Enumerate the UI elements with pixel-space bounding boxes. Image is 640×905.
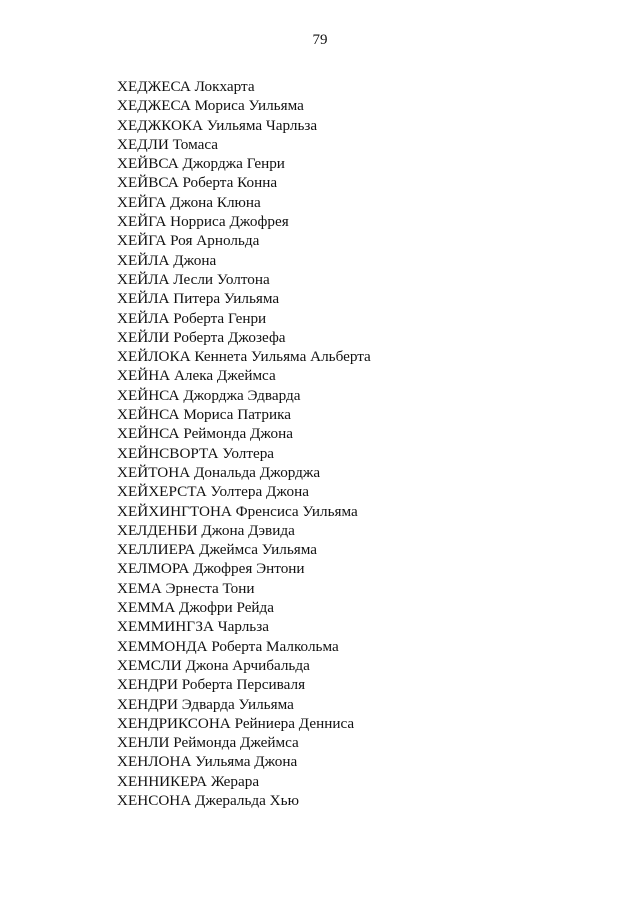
- list-item: ХЕЛЛИЕРА Джеймса Уильяма: [117, 541, 318, 559]
- list-item: ХЕЙНСА Джорджа Эдварда: [117, 386, 301, 404]
- list-item: ХЕММИНГЗА Чарльза: [117, 618, 269, 636]
- list-item: ХЕДЖЕСА Локхарта: [117, 78, 255, 95]
- list-item: ХЕЙНСА Реймонда Джона: [117, 425, 293, 443]
- list-item: ХЕНСОНА Джеральда Хью: [117, 791, 299, 809]
- list-item: ХЕДЖКОКА Уильяма Чарльза: [117, 116, 318, 134]
- list-item: ХЕЙВСА Роберта Конна: [117, 174, 278, 192]
- list-item: ХЕЙЛИ Роберта Джозефа: [117, 328, 286, 346]
- list-item: ХЕЙХИНГТОНА Френсиса Уильяма: [117, 502, 358, 520]
- list-item: ХЕМСЛИ Джона Арчибальда: [117, 656, 310, 674]
- list-item: ХЕМА Эрнеста Тони: [117, 579, 255, 597]
- list-item: ХЕЙНСВОРТА Уолтера: [117, 444, 275, 462]
- list-item: ХЕЙВСА Джорджа Генри: [117, 155, 285, 173]
- list-item: ХЕНДРИКСОНА Рейниера Денниса: [117, 714, 355, 732]
- list-item: ХЕЛМОРА Джофрея Энтони: [117, 560, 305, 578]
- list-item: ХЕНДРИ Эдварда Уильяма: [117, 695, 294, 713]
- list-item: ХЕДЛИ Томаса: [117, 135, 219, 153]
- list-item: ХЕЛДЕНБИ Джона Дэвида: [117, 521, 295, 539]
- list-item: ХЕЙГА Джона Клюна: [117, 193, 261, 211]
- list-item: ХЕНЛИ Реймонда Джеймса: [117, 734, 299, 752]
- list-item: ХЕЙЛА Джона: [117, 251, 217, 269]
- list-item: ХЕДЖЕСА Мориса Уильяма: [117, 97, 304, 115]
- list-item: ХЕЙТОНА Дональда Джорджа: [117, 463, 321, 481]
- list-item: ХЕЙНА Алека Джеймса: [117, 367, 276, 385]
- list-item: ХЕНДРИ Роберта Персиваля: [117, 676, 306, 694]
- list-item: ХЕЙЛА Роберта Генри: [117, 309, 267, 327]
- list-item: ХЕЙГА Норриса Джофрея: [117, 213, 289, 231]
- page-number: 79: [312, 32, 328, 48]
- list-item: ХЕННИКЕРА Жерара: [117, 772, 260, 790]
- list-item: ХЕЙЛОКА Кеннета Уильяма Альберта: [117, 348, 371, 366]
- list-item: ХЕММА Джофри Рейда: [117, 599, 275, 617]
- list-item: ХЕЙХЕРСТА Уолтера Джона: [117, 483, 309, 501]
- list-item: ХЕЙЛА Питера Уильяма: [117, 290, 280, 308]
- name-list: [117, 77, 371, 810]
- list-item: ХЕЙЛА Лесли Уолтона: [117, 270, 270, 288]
- list-item: ХЕНЛОНА Уильяма Джона: [117, 753, 298, 771]
- list-item: ХЕЙГА Роя Арнольда: [117, 232, 260, 250]
- list-item: ХЕММОНДА Роберта Малкольма: [117, 637, 339, 655]
- list-item: ХЕЙНСА Мориса Патрика: [117, 406, 291, 424]
